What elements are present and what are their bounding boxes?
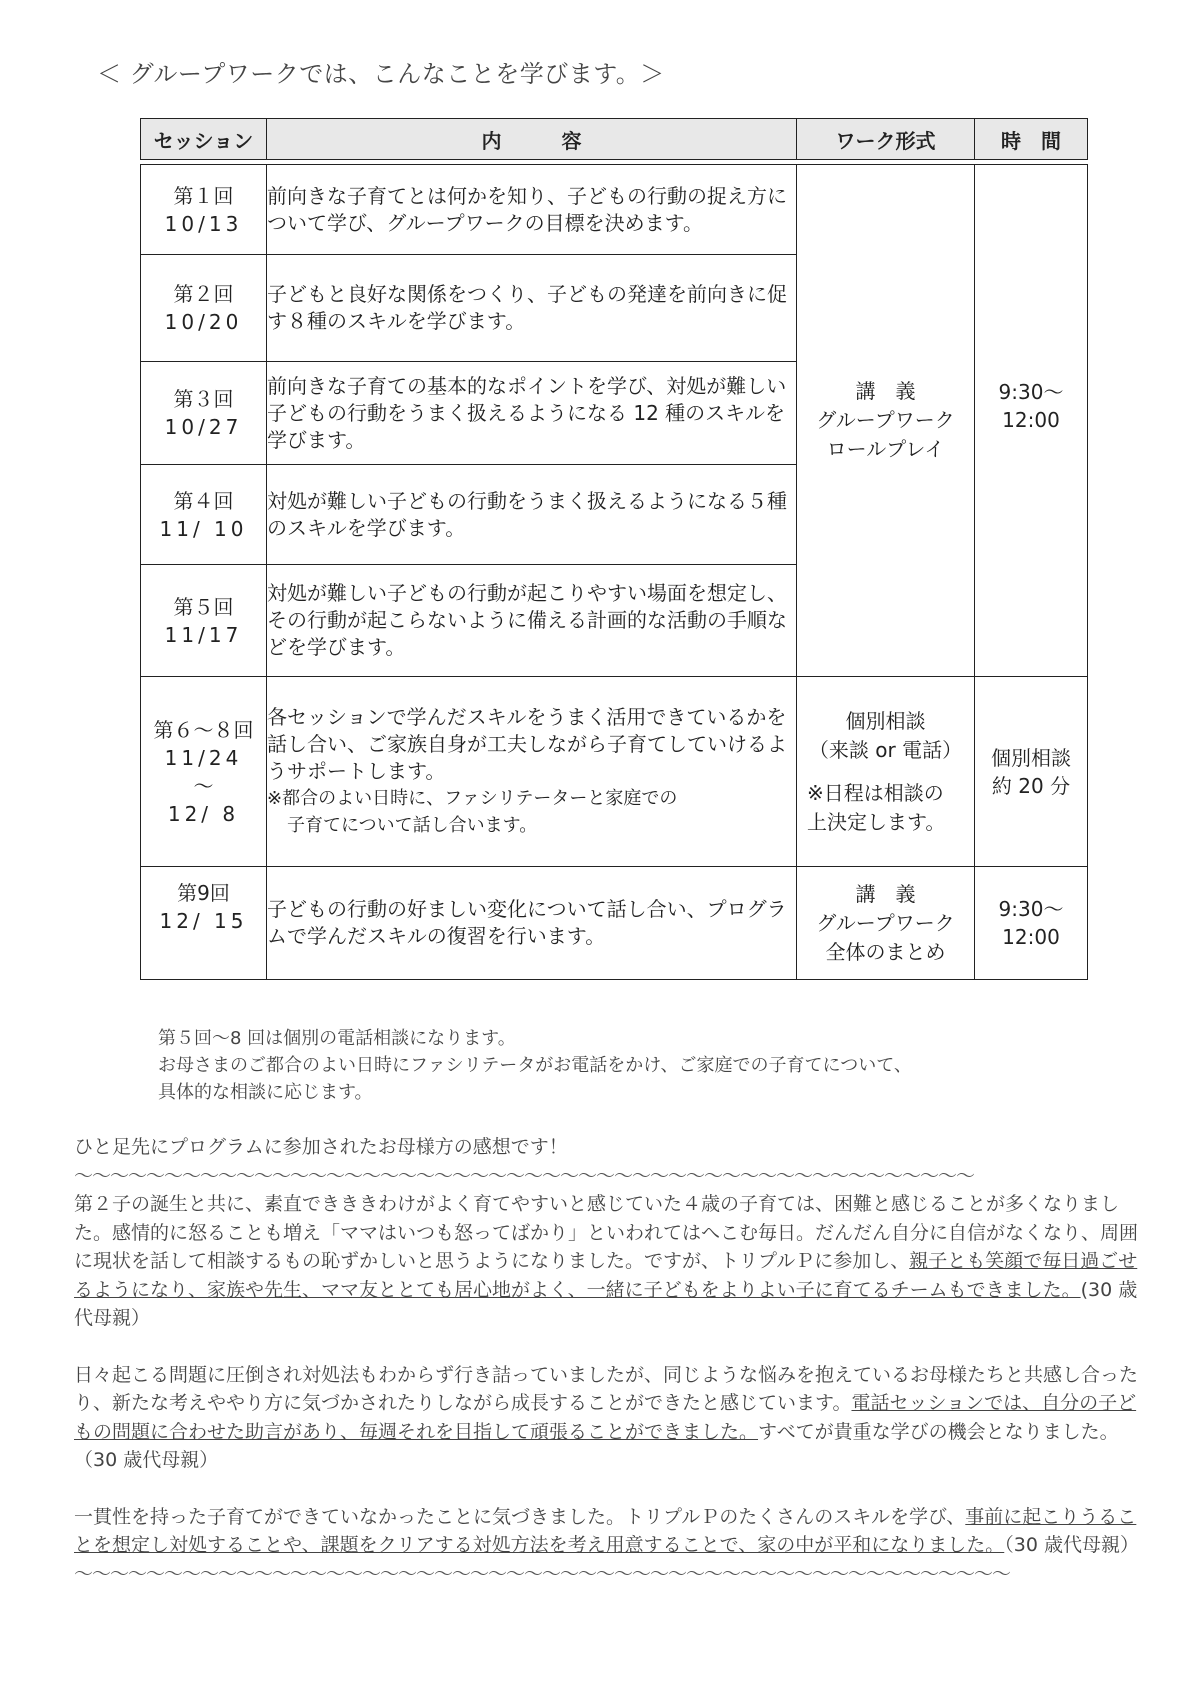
- time-cell: 9:30～ 12:00: [975, 867, 1088, 980]
- table-row: [141, 867, 1088, 980]
- voice-3: 一貫性を持った子育てができていなかったことに気づきました。トリプルＰのたくさんのスキルを学び、事前に起こりうることを想定し対処することや、課題をクリアする対処方法を考え用意することで、家の中が平和になりました。（30 歳代母親）: [74, 1505, 1139, 1556]
- content-cell: 前向きな子育ての基本的なポイントを学び、対処が難しい子どもの行動をうまく扱えるようになる 12 種のスキルを学びます。: [267, 362, 797, 465]
- page-heading: ＜ グループワークでは、こんなことを学びます。＞: [97, 60, 665, 88]
- header-content: 内 容: [267, 119, 797, 160]
- session-cell: 第６～８回 11/24 ～ 12/ 8: [141, 677, 267, 867]
- content-cell: 前向きな子育てとは何かを知り、子どもの行動の捉え方について学び、グループワークの目標を決めます。: [267, 165, 797, 255]
- session-cell: 第１回 10/13: [141, 165, 267, 255]
- header-session: セッション: [141, 119, 267, 160]
- content-note: ※都合のよい日時に、ファシリテーターと家庭での: [267, 788, 678, 809]
- session-cell: 第３回 10/27: [141, 362, 267, 465]
- table-row: [141, 677, 1088, 867]
- content-cell: 対処が難しい子どもの行動をうまく扱えるようになる５種のスキルを学びます。: [267, 465, 797, 565]
- session-cell: 第４回 11/ 10: [141, 465, 267, 565]
- schedule-table: [140, 118, 1088, 980]
- session-cell: 第５回 11/17: [141, 565, 267, 677]
- content-cell: 対処が難しい子どもの行動が起こりやすい場面を想定し、その行動が起こらないように備える計画的な活動の手順などを学びます。: [267, 565, 797, 677]
- session-cell: 第２回 10/20: [141, 255, 267, 362]
- voice-1: 第２子の誕生と共に、素直できききわけがよく育てやすいと感じていた４歳の子育ては、困難と感じることが多くなりました。感情的に怒ることも増え「ママはいつも怒ってばかり」といわれてはへこむ毎日。だんだん自分に自信がなくなり、周囲に現状を話して相談するもの恥ずかしいと思うようになりました。ですが、トリプルＰに参加し、親子とも笑顔で毎日過ごせるようになり、家族や先生、ママ友ととても居心地がよく、一緒に子どもをよりよい子に育てるチームもできました。(30 歳代母親）: [74, 1193, 1139, 1329]
- wave-divider-bottom: ～～～～～～～～～～～～～～～～～～～～～～～～～～～～～～～～～～～～～～～～～～～～～～～～～～～～: [74, 1562, 1011, 1585]
- content-cell: 子どもと良好な関係をつくり、子どもの発達を前向きに促す８種のスキルを学びます。: [267, 255, 797, 362]
- content-cell: 各セッションで学んだスキルをうまく活用できているかを話し合い、ご家族自身が工夫しながら子育てしていけるようサポートします。 ※都合のよい日時に、ファシリテーターと家庭での 子育てについて話し合います。: [267, 677, 797, 867]
- participant-voices: [74, 1133, 1142, 1588]
- header-time: 時 間: [975, 119, 1088, 160]
- wave-divider-top: ～～～～～～～～～～～～～～～～～～～～～～～～～～～～～～～～～～～～～～～～～～～～～～～～～～: [74, 1164, 975, 1187]
- table-header-row: [141, 119, 1088, 160]
- format-cell: 個別相談 （来談 or 電話） ※日程は相談の 上決定します。: [797, 677, 975, 867]
- table-row: [141, 165, 1088, 255]
- format-cell-group: 講 義 グループワーク ロールプレイ: [797, 165, 975, 677]
- voices-intro: ひと足先にプログラムに参加されたお母様方の感想です！: [74, 1136, 568, 1158]
- header-format: ワーク形式: [797, 119, 975, 160]
- content-cell: 子どもの行動の好ましい変化について話し合い、プログラムで学んだスキルの復習を行います。: [267, 867, 797, 980]
- time-cell: 個別相談 約 20 分: [975, 677, 1088, 867]
- voice-2: 日々起こる問題に圧倒され対処法もわからず行き詰っていましたが、同じような悩みを抱えているお母様たちと共感し合ったり、新たな考えややり方に気づかされたりしながら成長することができたと感じています。電話セッションでは、自分の子どもの問題に合わせた助言があり、毎週それを目指して頑張ることができました。すべてが貴重な学びの機会となりました。（30 歳代母親）: [74, 1363, 1139, 1471]
- time-cell-group: 9:30～ 12:00: [975, 165, 1088, 677]
- format-cell: 講 義 グループワーク 全体のまとめ: [797, 867, 975, 980]
- content-note: 子育てについて話し合います。: [287, 815, 538, 836]
- phone-consult-note: 第５回～8 回は個別の電話相談になります。 お母さまのご都合のよい日時にファシリテータがお電話をかけ、ご家庭での子育てについて、 具体的な相談に応じます。: [158, 1028, 912, 1103]
- session-cell: 第9回 12/ 15: [141, 867, 267, 980]
